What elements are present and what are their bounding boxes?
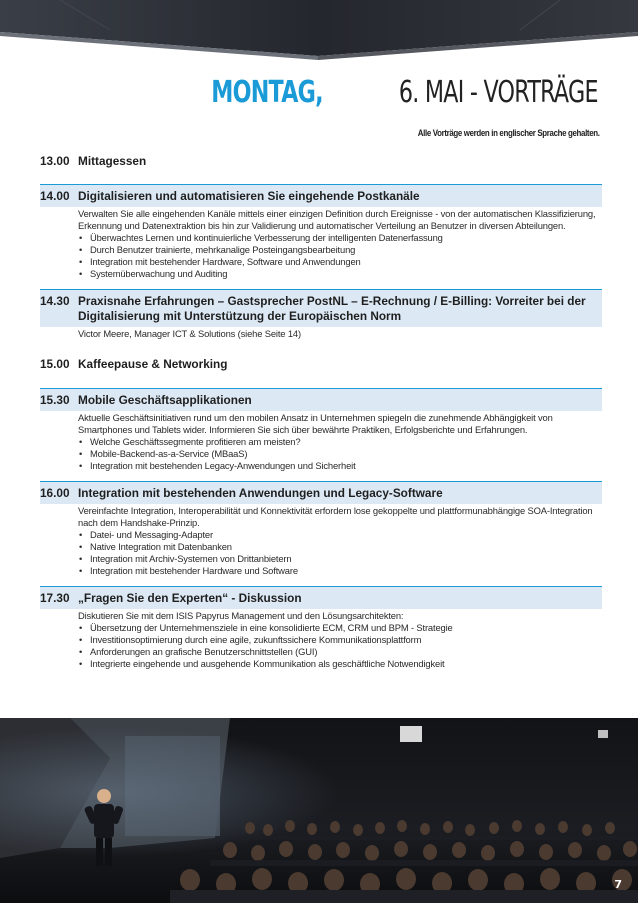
session-description: Aktuelle Geschäftsinitiativen rund um den mobilen Ansatz in Unternehmen spiegeln die zunehmende Abhängigkeit von Smartphones und Tablets wider. Informieren Sie sich über bewährte Praktiken, Erfolgsberichte und Erfahrungen. xyxy=(78,412,553,435)
session-body xyxy=(40,412,602,472)
session-time: 15.30 xyxy=(40,393,70,407)
session-bullets xyxy=(78,529,602,577)
session-header xyxy=(40,150,602,172)
bullet-item: • Investitionsoptimierung durch eine agile, zukunftssichere Kommunikationsplattform xyxy=(78,634,602,646)
title-rest: 6. MAI - VORTRÄGE xyxy=(399,75,598,110)
session-1300 xyxy=(40,150,602,172)
session-description: Verwalten Sie alle eingehenden Kanäle mittels einer einzigen Definition durch Ereignisse - von der automatischen Klassifizierung, Erkennung und Datenextraktion bis hin zur Validierung und automatischer Verteilung an Benutzer in diversen Abteilungen. xyxy=(78,208,596,231)
session-time: 14.00 xyxy=(40,189,70,203)
bullet-item: • Integration mit bestehender Hardware und Software xyxy=(78,565,602,577)
bullet-item: • Übersetzung der Unternehmensziele in eine konsolidierte ECM, CRM und BPM - Strategie xyxy=(78,622,602,634)
audience-scene-image xyxy=(0,718,638,903)
session-description: Vereinfachte Integration, Interoperabilität und Konnektivität erfordern lose gekoppelte und plattformunabhängige SOA-Integration nach dem Handshake-Prinzip. xyxy=(78,505,593,528)
session-1500 xyxy=(40,353,602,375)
session-header xyxy=(40,289,602,327)
session-1400 xyxy=(40,184,602,280)
session-time: 13.00 xyxy=(40,154,70,168)
bullet-item: • Datei- und Messaging-Adapter xyxy=(78,529,602,541)
session-header xyxy=(40,184,602,207)
session-header xyxy=(40,586,602,609)
session-title: Mobile Geschäftsapplikationen xyxy=(78,393,252,407)
session-title: Digitalisieren und automatisieren Sie eingehende Postkanäle xyxy=(78,189,420,203)
bullet-item: • Integrierte eingehende und ausgehende Kommunikation als geschäftliche Notwendigkeit xyxy=(78,658,602,670)
session-title: Praxisnahe Erfahrungen – Gastsprecher PostNL – E-Rechnung / E-Billing: Vorreiter bei der Digitalisierung mit Unterstützung der Europäischen Norm xyxy=(78,294,586,323)
page-number: 7 xyxy=(614,878,622,891)
conference-photo xyxy=(0,718,638,903)
session-title: „Fragen Sie den Experten“ - Diskussion xyxy=(78,591,302,605)
language-note: Alle Vorträge werden in englischer Sprache gehalten. xyxy=(418,128,600,138)
bullet-item: • Integration mit bestehender Hardware, Software und Anwendungen xyxy=(78,256,602,268)
session-1730 xyxy=(40,586,602,670)
bullet-item: • Überwachtes Lernen und kontinuierliche Verbesserung der intelligenten Datenerfassung xyxy=(78,232,602,244)
session-description: Diskutieren Sie mit dem ISIS Papyrus Management und den Lösungsarchitekten: xyxy=(78,610,404,621)
session-time: 14.30 xyxy=(40,294,70,308)
session-1600 xyxy=(40,481,602,577)
session-header xyxy=(40,481,602,504)
session-header xyxy=(40,353,602,375)
session-body xyxy=(40,610,602,670)
session-1430 xyxy=(40,289,602,340)
session-bullets xyxy=(78,436,602,472)
session-body xyxy=(40,208,602,280)
session-time: 15.00 xyxy=(40,357,70,371)
title-day: MONTAG, xyxy=(211,75,324,110)
session-speaker: Victor Meere, Manager ICT & Solutions (siehe Seite 14) xyxy=(78,328,301,339)
program-schedule xyxy=(40,150,602,670)
bullet-item: • Integration mit bestehenden Legacy-Anwendungen und Sicherheit xyxy=(78,460,602,472)
bullet-item: • Native Integration mit Datenbanken xyxy=(78,541,602,553)
session-time: 16.00 xyxy=(40,486,70,500)
bullet-item: • Welche Geschäftssegmente profitieren am meisten? xyxy=(78,436,602,448)
session-time: 17.30 xyxy=(40,591,70,605)
session-bullets xyxy=(78,232,602,280)
page-title xyxy=(172,75,598,110)
session-title: Mittagessen xyxy=(78,154,147,168)
session-bullets xyxy=(78,622,602,670)
bullet-item: • Mobile-Backend-as-a-Service (MBaaS) xyxy=(78,448,602,460)
session-title: Integration mit bestehenden Anwendungen und Legacy-Software xyxy=(78,486,443,500)
session-body xyxy=(40,505,602,577)
session-1530 xyxy=(40,388,602,472)
bullet-item: • Durch Benutzer trainierte, mehrkanalige Posteingangsbearbeitung xyxy=(78,244,602,256)
bullet-item: • Anforderungen an grafische Benutzerschnittstellen (GUI) xyxy=(78,646,602,658)
bullet-item: • Systemüberwachung und Auditing xyxy=(78,268,602,280)
session-header xyxy=(40,388,602,411)
session-title: Kaffeepause & Networking xyxy=(78,357,228,371)
bullet-item: • Integration mit Archiv-Systemen von Drittanbietern xyxy=(78,553,602,565)
session-body xyxy=(40,328,602,340)
